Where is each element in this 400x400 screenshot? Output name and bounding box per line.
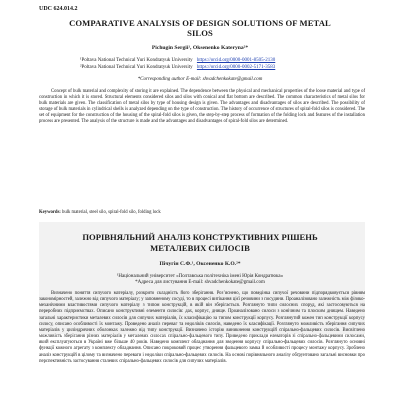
ukrainian-affiliation-text: ¹Національний університет «Полтавська політехніка імені Юрія Кондратюка» — [116, 274, 284, 279]
abstract-en — [39, 89, 365, 126]
english-title: COMPARATIVE ANALYSIS OF DESIGN SOLUTIONS OF METAL SILOS — [69, 18, 331, 38]
udc-code: UDC 624.014.2 — [39, 6, 78, 12]
affiliation-2 — [80, 65, 360, 71]
ukrainian-affiliation — [60, 274, 340, 286]
ukrainian-authors: Пічугін С.Ф.¹, Оксененко К.О.²* — [159, 261, 241, 267]
affiliation-1 — [80, 58, 360, 64]
keywords-text: bulk material, steel silo, spiral-fold silo, folding lock — [62, 210, 161, 215]
english-authors: Pichugin Sergii¹, Oksenenko Kateryna²* — [151, 45, 249, 51]
ukrainian-title: ПОРІВНЯЛЬНИЙ АНАЛІЗ КОНСТРУКТИВНИХ РІШЕНЬ МЕТАЛЕВИХ СИЛОСІВ — [82, 232, 318, 253]
corresponding-author-ua: *Адреса для листування E-mail: shvadchenkokate@gmail.com — [135, 280, 265, 286]
abstract-ua — [39, 291, 365, 365]
abstract-en-text: Concept of bulk material and complexity of storing it are explained. The dependence between the physical and mechanical properties of the loose material and type of construction in which it is stored. Structural elements considered silos and silos with conical and flat bottom are described. The common characteristics of metal silos for bulk materials are given. The classification of metal silos by type of housing design is given. The advantages and disadvantages of silos are described. The possibility of storage of bulk materials in cylindrical shells is analyzed depending on the type of construction. The history of occurrence of structures of spiral-fold silos is considered. The set of equipment for the construction of the housing of the spiral-fold silos is given, the step-by-step process of formation of the folding lock and features of the installation process are presented. The analysis of the structure is made and the advantages and disadvantages of spiral-fold silos are determined. — [39, 89, 365, 125]
affiliation-1-text: ¹Poltava National Technical Yuri Kondratyuk University — [80, 58, 193, 63]
orcid-link-2[interactable]: https://orcid.org/0000-0002-5171-3583 — [196, 65, 276, 70]
corresponding-author-en: *Corresponding author E-mail: shvadchenkokate@gmail.com — [137, 77, 263, 82]
orcid-link-1[interactable]: https://orcid.org/0000-0001-8505-2130 — [196, 58, 276, 63]
keywords-label: Keywords: — [39, 210, 61, 215]
abstract-ua-text: Визначено поняття сипучого матеріалу, розкрито складність його зберігання. Розʼяснено, що поведінка сипучої речовини підпорядковується рівням закономірностей, залежно від сипучого матеріалу; у заповненому сосуді, то в процесі витікання цієї речовини з посудини. Проаналізовано залежність між фізико-механічними властивостями сипучого матеріалу з типом конструкцій, в якій він зберігається. Розглянуто типи силосних споруд, які застосовуються на переробних підприємствах. Описано конструктивні елементи силосів: дах, корпус, днище. Проаналізовано силоси з конічним та плоским днищем. Наведено загальні характеристики металевих силосів для сипучих матеріалів, їх класифікацію за типом конструкції корпусу. Розглянутий кожен тип конструкції корпусу силосу, описано особливості їх монтажу. Проведено аналіз переваг та недоліків силосів, наведено їх класифікації. Розглянуто можливість зберігання сипучих матеріалів у циліндричних оболонках залежно від типу конструкції. Визначено історію виникнення конструкцій спірально-фальцевих силосів. Висвітлено можливість зберігання різних матеріалів у металевих силосах спірально-фальцевого типу. Приведено приклади елеваторів зі спірально-фальцевими силосами, який експлуатуються в Україні вже більше 40 років. Наведено комплект обладнання для зведення корпусу спірально-фальцевих силосів. Розглянуто основні функції кожного агрегату з комплекту обладнання. Описано покроковий процес утворення фальцевого замка й особливості процесу монтажу корпусу. Зроблено аналіз конструкцій в цілому та визначено переваги і недоліки спірально-фальцевих силосів. На основі порівняльного аналізу обґрунтовано загальні висновки про перспективність застосування сталевих спірально-фальцевих силосів для сипучих матеріалів. — [39, 291, 365, 364]
keywords-line — [39, 210, 365, 215]
affiliation-2-text: ²Poltava National Technical Yuri Kondratyuk University — [80, 65, 193, 70]
